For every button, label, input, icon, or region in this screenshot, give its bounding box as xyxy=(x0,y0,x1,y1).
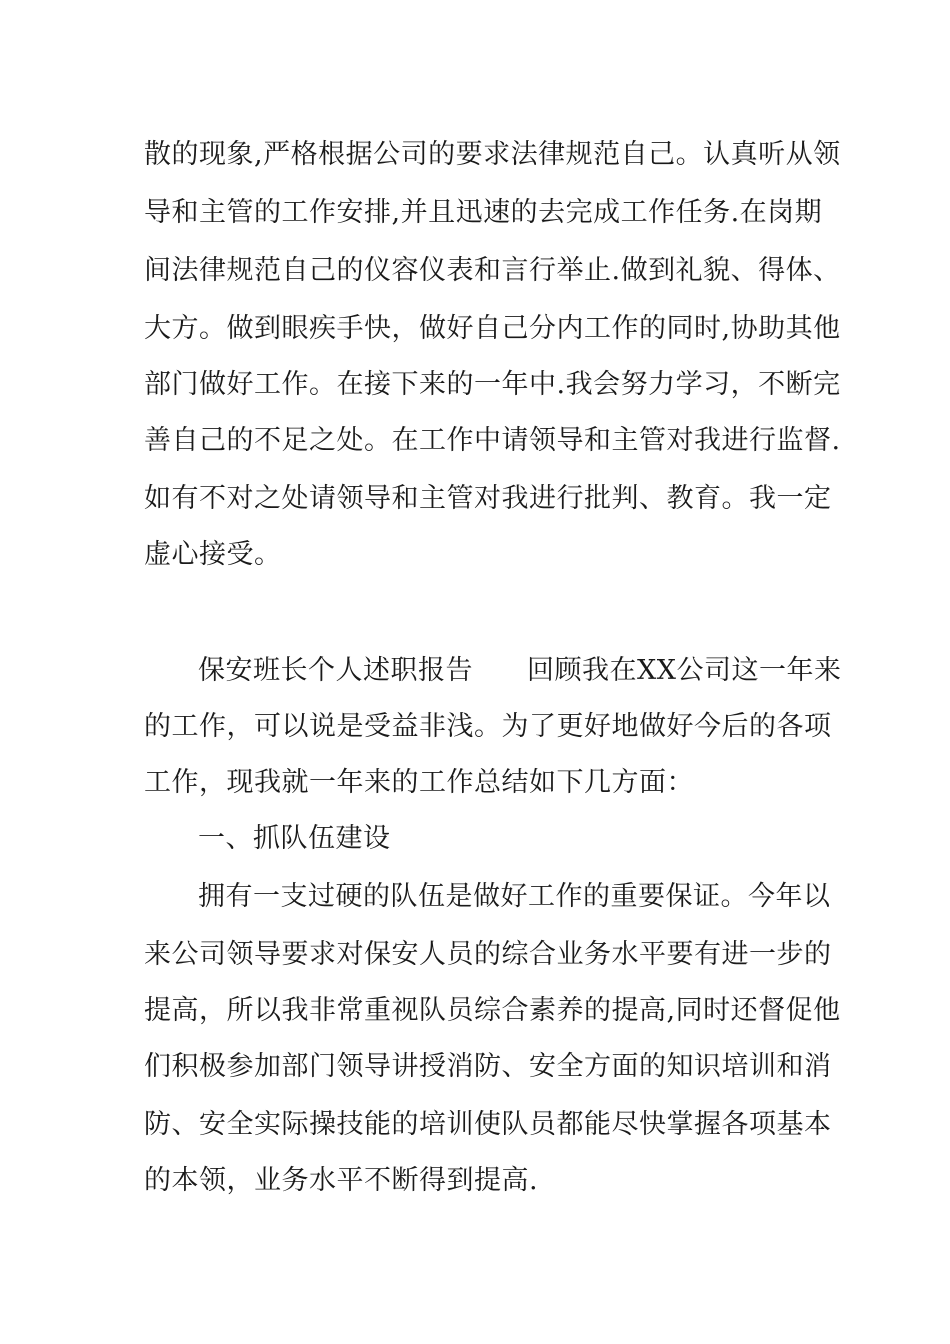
report-title: 保安班长个人述职报告 xyxy=(198,655,473,686)
report-intro-text: 回顾我在XX公司这一年来 xyxy=(527,655,842,686)
paragraph-line: 工作，现我就一年来的工作总结如下几方面： xyxy=(144,767,694,798)
paragraph-line: 的本领，业务水平不断得到提高. xyxy=(144,1165,539,1196)
paragraph-line: 善自己的不足之处。在工作中请领导和主管对我进行监督. xyxy=(144,425,841,456)
report-intro-line xyxy=(198,654,842,688)
paragraph-line: 防、安全实际操技能的培训使队员都能尽快掌握各项基本 xyxy=(144,1109,832,1140)
paragraph-line: 散的现象,严格根据公司的要求法律规范自己。认真听从领 xyxy=(144,139,841,170)
paragraph-line: 拥有一支过硬的队伍是做好工作的重要保证。今年以 xyxy=(198,881,831,912)
paragraph-line: 虚心接受。 xyxy=(144,539,282,570)
paragraph-line: 如有不对之处请领导和主管对我进行批判、教育。我一定 xyxy=(144,483,832,514)
paragraph-line: 提高，所以我非常重视队员综合素养的提高,同时还督促他 xyxy=(144,995,841,1026)
paragraph-line: 的工作，可以说是受益非浅。为了更好地做好今后的各项 xyxy=(144,711,832,742)
paragraph-line: 间法律规范自己的仪容仪表和言行举止.做到礼貌、得体、 xyxy=(144,255,841,286)
paragraph-line: 部门做好工作。在接下来的一年中.我会努力学习，不断完 xyxy=(144,369,841,400)
section-heading: 一、抓队伍建设 xyxy=(198,823,391,854)
paragraph-line: 导和主管的工作安排,并且迅速的去完成工作任务.在岗期 xyxy=(144,197,823,228)
paragraph-line: 们积极参加部门领导讲授消防、安全方面的知识培训和消 xyxy=(144,1051,832,1082)
paragraph-line: 来公司领导要求对保安人员的综合业务水平要有进一步的 xyxy=(144,939,832,970)
paragraph-line: 大方。做到眼疾手快，做好自己分内工作的同时,协助其他 xyxy=(144,313,841,344)
